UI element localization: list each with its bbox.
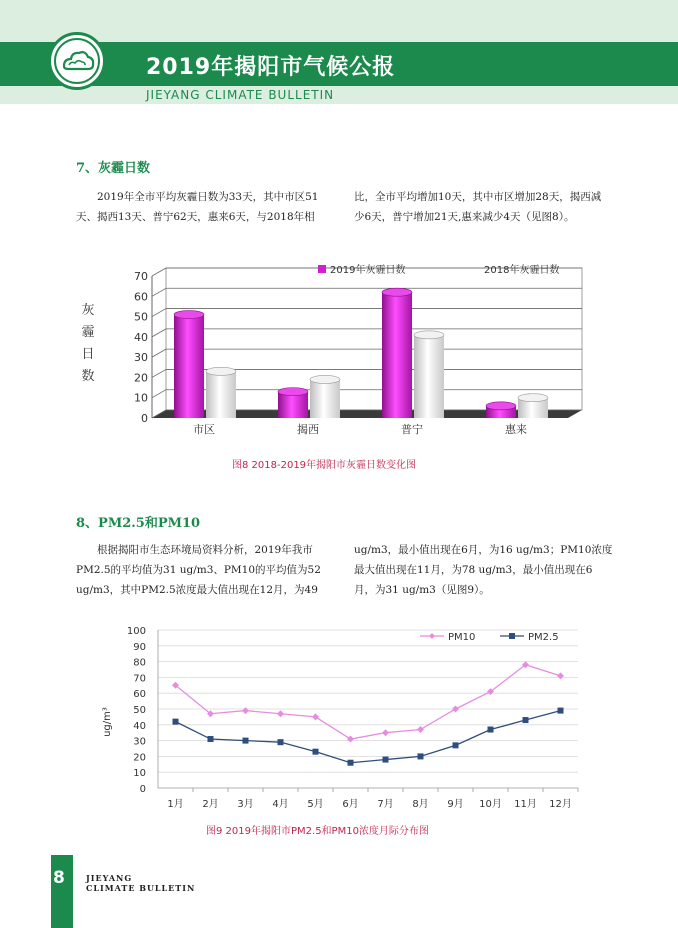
chart2-x-tick-label: 8月 — [412, 799, 429, 810]
chart1-bar-top — [206, 367, 236, 375]
chart1-y-tick-label: 10 — [134, 391, 148, 405]
chart2-point-pm25 — [523, 717, 529, 723]
footer-brand-line2: CLIMATE BULLETIN — [86, 883, 196, 893]
chart1-bar-top — [382, 288, 412, 296]
bulletin-title: 2019年揭阳市气候公报 — [146, 55, 396, 80]
chart2-series-line-pm10 — [176, 665, 561, 739]
section-8-col1 — [76, 540, 346, 600]
chart2-y-tick-label: 40 — [133, 720, 146, 732]
chart2-point-pm10 — [277, 710, 284, 717]
pm-concentration-line-chart — [0, 622, 678, 822]
section-7-col2-line1: 比，全市平均增加10天，其中市区增加28天，揭西减 — [354, 191, 602, 203]
chart2-point-pm10 — [557, 672, 564, 679]
chart1-x-tick-label: 普宁 — [401, 423, 423, 436]
chart2-x-tick-label: 4月 — [272, 799, 289, 810]
chart1-bar-2019 — [382, 292, 412, 418]
chart2-point-pm10 — [452, 706, 459, 713]
chart1-bar-2018 — [206, 371, 236, 418]
chart2-y-tick-label: 50 — [133, 705, 146, 716]
section-8-col1-line2: PM2.5的平均值为31 ug/m3、PM10的平均值为52 — [76, 564, 321, 576]
chart1-y-tick-label: 70 — [134, 270, 148, 283]
chart2-y-tick-label: 70 — [133, 673, 146, 685]
chart1-bar-top — [518, 394, 548, 402]
chart2-y-tick-label: 20 — [133, 752, 146, 764]
chart1-y-tick-label: 0 — [141, 412, 148, 425]
chart2-legend-marker — [429, 633, 435, 639]
chart2-point-pm25 — [383, 757, 389, 763]
chart2-point-pm25 — [348, 760, 354, 766]
chart2-point-pm25 — [243, 738, 249, 744]
chart1-y-tick-label: 60 — [134, 290, 148, 304]
chart1-y-axis-label: 数 — [81, 369, 95, 384]
chart2-point-pm10 — [347, 736, 354, 743]
chart2-x-tick-label: 9月 — [447, 799, 464, 810]
section-8-col1-line1: 根据揭阳市生态环境局资料分析，2019年我市 — [97, 544, 313, 556]
chart1-bar-2018 — [414, 335, 444, 418]
chart2-point-pm10 — [312, 713, 319, 720]
chart2-y-tick-label: 80 — [133, 657, 146, 669]
chart1-y-axis-label: 日 — [81, 347, 95, 362]
chart2-point-pm10 — [417, 726, 424, 733]
footer-brand — [86, 873, 195, 893]
section-7-col1-line1: 2019年全市平均灰霾日数为33天，其中市区51 — [97, 191, 319, 203]
section-7-col2-line2: 少6天，普宁增加21天,惠来减少4天（见图8）。 — [354, 211, 575, 223]
section-8-col2 — [354, 540, 629, 600]
chart1-gridline-side — [152, 369, 166, 377]
chart1-gridline-side — [152, 268, 166, 276]
chart2-point-pm25 — [558, 708, 564, 714]
chart2-point-pm10 — [382, 729, 389, 736]
chart2-y-tick-label: 90 — [133, 641, 146, 653]
section-8-col2-line3: 月，为31 ug/m3（见图9）。 — [354, 584, 490, 596]
chart2-legend-label: PM2.5 — [528, 632, 559, 643]
chart2-x-tick-label: 5月 — [307, 799, 324, 810]
chart2-legend-marker — [509, 633, 515, 639]
chart2-x-tick-label: 12月 — [549, 799, 572, 810]
chart2-y-axis-label: ug/m³ — [102, 707, 113, 737]
footer-page-tab — [51, 855, 73, 928]
chart1-gridline-side — [152, 349, 166, 357]
section-7-heading: 7、灰霾日数 — [76, 161, 151, 176]
chart2-y-tick-label: 10 — [133, 768, 146, 780]
haze-days-bar-chart — [0, 258, 678, 458]
chart1-bar-2019 — [174, 315, 204, 418]
bulletin-subtitle: JIEYANG CLIMATE BULLETIN — [146, 88, 335, 102]
chart1-gridline-side — [152, 309, 166, 317]
chart2-x-tick-label: 11月 — [514, 799, 537, 810]
chart2-point-pm25 — [313, 749, 319, 755]
chart2-point-pm25 — [278, 739, 284, 745]
chart2-series-line-pm25 — [176, 711, 561, 763]
cloud-logo-icon — [48, 32, 106, 90]
chart1-y-axis-label: 霾 — [81, 325, 95, 340]
page-header — [0, 0, 678, 104]
chart2-point-pm25 — [453, 742, 459, 748]
chart2-x-tick-label: 6月 — [342, 799, 359, 810]
chart1-y-tick-label: 20 — [134, 371, 148, 385]
chart1-gridline-side — [152, 288, 166, 296]
section-8-col2-line2: 最大值出现在11月，为78 ug/m3，最小值出现在6 — [354, 564, 593, 576]
footer-brand-line1: JIEYANG — [86, 873, 133, 883]
section-7-col2 — [354, 187, 629, 227]
chart1-bar-top — [174, 311, 204, 319]
section-7-col1 — [76, 187, 346, 227]
chart1-bar-2018 — [310, 379, 340, 418]
chart1-x-tick-label: 市区 — [193, 423, 215, 436]
figure-8-caption: 图8 2018-2019年揭阳市灰霾日数变化图 — [232, 460, 417, 471]
chart1-y-tick-label: 50 — [134, 310, 148, 324]
chart1-bar-top — [278, 388, 308, 396]
chart1-x-tick-label: 揭西 — [297, 423, 319, 436]
header-subtitle-band — [0, 86, 678, 104]
section-8-col2-line1: ug/m3，最小值出现在6月，为16 ug/m3；PM10浓度 — [354, 544, 613, 556]
chart1-y-tick-label: 40 — [134, 330, 148, 344]
chart2-point-pm25 — [488, 727, 494, 733]
chart2-y-tick-label: 100 — [126, 626, 146, 637]
chart2-point-pm25 — [173, 719, 179, 725]
chart2-x-tick-label: 10月 — [479, 799, 502, 810]
chart1-bar-top — [414, 331, 444, 339]
chart1-gridline-side — [152, 390, 166, 398]
chart1-bar-top — [310, 375, 340, 383]
chart1-legend-swatch — [318, 265, 326, 273]
chart2-x-tick-label: 3月 — [237, 799, 254, 810]
chart1-bar-top — [486, 402, 516, 410]
figure-9-caption: 图9 2019年揭阳市PM2.5和PM10浓度月际分布图 — [206, 826, 429, 837]
chart1-x-tick-label: 惠来 — [505, 423, 527, 436]
chart1-gridline-side — [152, 329, 166, 337]
chart1-legend-label: 2018年灰霾日数 — [484, 265, 560, 276]
chart2-legend-label: PM10 — [448, 632, 476, 643]
chart2-point-pm25 — [418, 753, 424, 759]
chart1-y-tick-label: 30 — [134, 351, 148, 365]
chart1-legend-label: 2019年灰霾日数 — [330, 265, 406, 276]
chart1-y-axis-label: 灰 — [81, 303, 95, 318]
chart2-x-tick-label: 2月 — [202, 799, 219, 810]
chart2-x-tick-label: 1月 — [167, 799, 184, 810]
chart2-y-tick-label: 60 — [133, 689, 146, 701]
section-7-col1-line2: 天、揭西13天、普宁62天，惠来6天，与2018年相 — [76, 211, 315, 223]
section-8-heading: 8、PM2.5和PM10 — [76, 516, 201, 531]
section-8-col1-line3: ug/m3，其中PM2.5浓度最大值出现在12月，为49 — [76, 584, 318, 596]
chart2-x-tick-label: 7月 — [377, 799, 394, 810]
page-number: 8 — [53, 868, 65, 888]
chart2-y-tick-label: 30 — [133, 736, 146, 748]
chart2-point-pm25 — [208, 736, 214, 742]
chart2-y-tick-label: 0 — [139, 784, 146, 795]
chart2-point-pm10 — [242, 707, 249, 714]
